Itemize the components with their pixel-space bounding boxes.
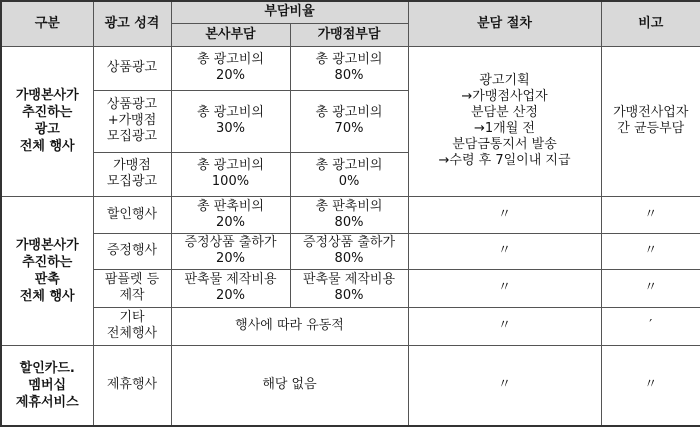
procedure-cell: 〃 — [408, 233, 601, 269]
category-cell: 가맹본사가 추진하는 광고 전체 행사 — [1, 46, 93, 196]
category-cell: 가맹본사가 추진하는 판촉 전체 행사 — [1, 196, 93, 345]
header-procedure: 분담 절차 — [408, 1, 601, 46]
ad-type-cell: 상품광고 +가맹점 모집광고 — [93, 90, 171, 152]
hq-burden-cell: 총 판촉비의 20% — [171, 196, 290, 233]
remarks-cell: ′ — [601, 307, 700, 345]
procedure-cell: 〃 — [408, 269, 601, 307]
header-franchise-burden: 가맹점부담 — [290, 23, 408, 46]
remarks-cell: 〃 — [601, 269, 700, 307]
table-row — [1, 196, 700, 233]
procedure-cell: 광고기획 →가맹점사업자 분담분 산정 →1개월 전 분담금통지서 발송 →수령 후 7일이내 지급 — [408, 46, 601, 196]
franchise-burden-cell: 총 광고비의 0% — [290, 152, 408, 196]
ad-type-cell: 상품광고 — [93, 46, 171, 90]
remarks-cell: 〃 — [601, 345, 700, 426]
burden-merged-cell: 해당 없음 — [171, 345, 408, 426]
procedure-cell: 〃 — [408, 345, 601, 426]
table-row — [1, 46, 700, 90]
table-row — [1, 269, 700, 307]
header-category: 구분 — [1, 1, 93, 46]
remarks-cell: 〃 — [601, 233, 700, 269]
header-ad-type: 광고 성격 — [93, 1, 171, 46]
hq-burden-cell: 판촉물 제작비용 20% — [171, 269, 290, 307]
franchise-burden-cell: 총 광고비의 80% — [290, 46, 408, 90]
table-row — [1, 307, 700, 345]
ad-type-cell: 할인행사 — [93, 196, 171, 233]
table-row — [1, 345, 700, 426]
header-hq-burden: 본사부담 — [171, 23, 290, 46]
ad-type-cell: 제휴행사 — [93, 345, 171, 426]
hq-burden-cell: 총 광고비의 30% — [171, 90, 290, 152]
hq-burden-cell: 총 광고비의 20% — [171, 46, 290, 90]
header-burden-ratio: 부담비율 — [171, 1, 408, 23]
procedure-cell: 〃 — [408, 196, 601, 233]
remarks-cell: 가맹전사업자 간 균등부담 — [601, 46, 700, 196]
hq-burden-cell: 총 광고비의 100% — [171, 152, 290, 196]
remarks-cell: 〃 — [601, 196, 700, 233]
ad-type-cell: 증정행사 — [93, 233, 171, 269]
category-cell: 할인카드. 멤버십 제휴서비스 — [1, 345, 93, 426]
hq-burden-cell: 증정상품 출하가 20% — [171, 233, 290, 269]
franchise-burden-cell: 총 판촉비의 80% — [290, 196, 408, 233]
franchise-burden-cell: 판촉물 제작비용 80% — [290, 269, 408, 307]
ad-type-cell: 기타 전체행사 — [93, 307, 171, 345]
table-row — [1, 233, 700, 269]
franchise-burden-cell: 증정상품 출하가 80% — [290, 233, 408, 269]
header-remarks: 비고 — [601, 1, 700, 46]
ad-type-cell: 팜플렛 등 제작 — [93, 269, 171, 307]
burden-merged-cell: 행사에 따라 유동적 — [171, 307, 408, 345]
procedure-cell: 〃 — [408, 307, 601, 345]
franchise-burden-cell: 총 광고비의 70% — [290, 90, 408, 152]
ad-type-cell: 가맹점 모집광고 — [93, 152, 171, 196]
